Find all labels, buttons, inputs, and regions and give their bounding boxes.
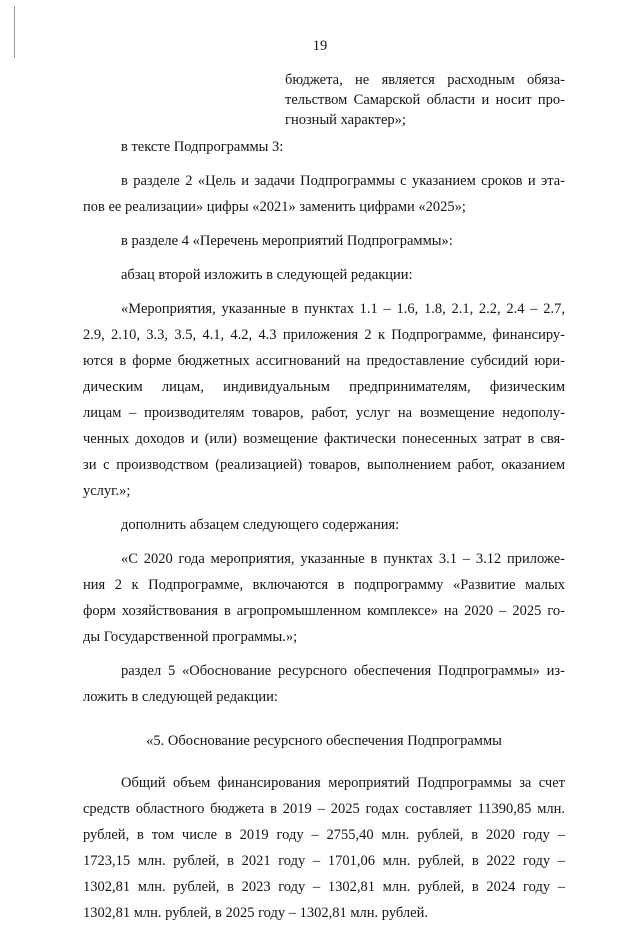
text-line: 2.9, 2.10, 3.3, 3.5, 4.1, 4.2, 4.3 приложения 2 к Подпрограмме, финансиру-: [83, 327, 565, 343]
text-line: пов ее реализации» цифры «2021» заменить цифрами «2025»;: [83, 199, 466, 215]
text-line: бюджета, не является расходным обяза-: [285, 72, 565, 88]
paragraph-supplement: [83, 512, 565, 538]
paragraph-section-4: [83, 228, 565, 254]
paragraph-since-2020: [83, 546, 565, 650]
paragraph-section-2: [83, 168, 565, 220]
text-line: ния 2 к Подпрограмме, включаются в подпрограмму «Развитие малых: [83, 577, 565, 593]
paragraph-financing-volume: [83, 770, 565, 926]
text-line: форм хозяйствования в агропромышленном комплексе» на 2020 – 2025 го-: [83, 603, 565, 619]
text-line: средств областного бюджета в 2019 – 2025 годах составляет 11390,85 млн.: [83, 801, 565, 817]
text-line: Общий объем финансирования мероприятий Подпрограммы за счет: [121, 775, 565, 791]
text-line: дическим лицам, индивидуальным предпринимателям, физическим: [83, 379, 565, 395]
text-line: ются в форме бюджетных ассигнований на предоставление субсидий юри-: [83, 353, 565, 369]
text-line: ды Государственной программы.»;: [83, 629, 298, 645]
text-line: раздел 5 «Обоснование ресурсного обеспечения Подпрограммы» из-: [121, 663, 565, 679]
text-line: в тексте Подпрограммы 3:: [121, 139, 284, 155]
text-line: зи с производством (реализацией) товаров, выполнением работ, оказанием: [83, 457, 565, 473]
text-line: 1302,81 млн. рублей, в 2023 году – 1302,81 млн. рублей, в 2024 году –: [83, 879, 565, 895]
text-line: «С 2020 года мероприятия, указанные в пунктах 3.1 – 3.12 приложе-: [121, 551, 565, 567]
paragraph-second-abzac: [83, 262, 565, 288]
text-line: в разделе 4 «Перечень мероприятий Подпрограммы»:: [121, 233, 453, 249]
text-line: гнозный характер»;: [285, 112, 406, 128]
text-line: абзац второй изложить в следующей редакции:: [121, 267, 413, 283]
text-line: ченных доходов и (или) возмещение фактически понесенных затрат в свя-: [83, 431, 565, 447]
paragraph-section-5: [83, 658, 565, 710]
text-line: рублей, в том числе в 2019 году – 2755,40 млн. рублей, в 2020 году –: [83, 827, 565, 843]
paragraph-measures: [83, 296, 565, 504]
text-line: услуг.»;: [83, 483, 131, 499]
document-body: [83, 70, 565, 926]
quote-continuation: [83, 70, 565, 130]
paragraph-subprogram-3: [83, 134, 565, 160]
text-line: «Мероприятия, указанные в пунктах 1.1 – 1.6, 1.8, 2.1, 2.2, 2.4 – 2.7,: [121, 301, 565, 317]
section-heading: «5. Обоснование ресурсного обеспечения Подпрограммы: [146, 733, 502, 749]
text-line: тельством Самарской области и носит про-: [285, 92, 565, 108]
text-line: в разделе 2 «Цель и задачи Подпрограммы с указанием сроков и эта-: [121, 173, 565, 189]
text-line: 1723,15 млн. рублей, в 2021 году – 1701,06 млн. рублей, в 2022 году –: [83, 853, 565, 869]
text-line: ложить в следующей редакции:: [83, 689, 278, 705]
text-line: дополнить абзацем следующего содержания:: [121, 517, 400, 533]
text-line: 1302,81 млн. рублей, в 2025 году – 1302,81 млн. рублей.: [83, 905, 428, 921]
page-number: 19: [312, 38, 328, 54]
text-line: лицам – производителям товаров, работ, услуг на возмещение недополу-: [83, 405, 565, 421]
